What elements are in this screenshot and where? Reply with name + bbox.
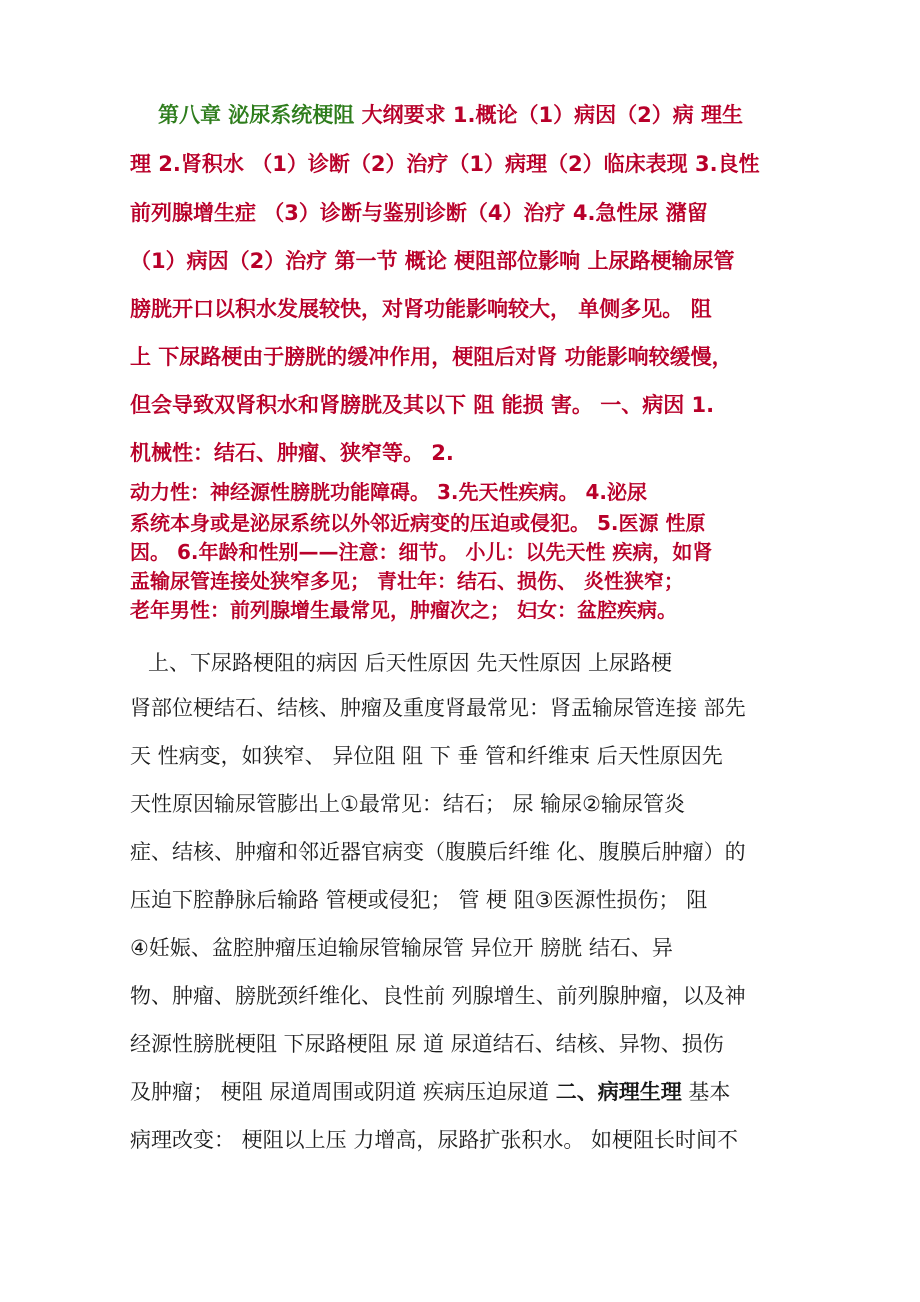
red-line-6: 上 下尿路梗由于膀胱的缓冲作用，梗阻后对肾 功能影响较缓慢，: [130, 345, 733, 369]
body-line-9: 经源性膀胱梗阻 下尿路梗阻 尿 道 尿道结石、结核、异物、损伤: [130, 1032, 724, 1056]
red-line-8: 机械性：结石、肿瘤、狭窄等。 2.: [130, 441, 454, 465]
red-line-10: 系统本身或是泌尿系统以外邻近病变的压迫或侵犯。 5.医源 性原: [130, 511, 706, 535]
red-line-12: 盂输尿管连接处狭窄多见； 青壮年：结石、损伤、 炎性狭窄；: [130, 569, 684, 593]
red-line-3: 前列腺增生症 （3）诊断与鉴别诊断（4）治疗 4.急性尿 潴留: [130, 201, 708, 225]
body-line-7: ④妊娠、盆腔肿瘤压迫输尿管输尿管 异位开 膀胱 结石、异: [130, 936, 673, 960]
red-line-2: 理 2.肾积水 （1）诊断（2）治疗（1）病理（2）临床表现 3.良性: [130, 152, 760, 176]
body-line-11: 病理改变： 梗阻以上压 力增高，尿路扩张积水。 如梗阻长时间不: [130, 1128, 739, 1152]
red-line-13: 老年男性：前列腺增生最常见，肿瘤次之； 妇女：盆腔疾病。: [130, 598, 677, 622]
red-line-1: 第八章 泌尿系统梗阻 大纲要求 1.概论（1）病因（2）病 理生: [158, 103, 744, 127]
body-line-10: 及肿瘤； 梗阻 尿道周围或阴道 疾病压迫尿道 二、病理生理 基本: [130, 1080, 731, 1104]
body-line-1: 上、下尿路梗阻的病因 后天性原因 先天性原因 上尿路梗: [148, 651, 673, 675]
red-line-4: （1）病因（2）治疗 第一节 概论 梗阻部位影响 上尿路梗输尿管: [130, 249, 735, 273]
body-line-4: 天性原因输尿管膨出上①最常见：结石； 尿 输尿②输尿管炎: [130, 792, 686, 816]
red-line-5: 膀胱开口以积水发展较快，对肾功能影响较大， 单侧多见。 阻: [130, 297, 712, 321]
red-line-7: 但会导致双肾积水和肾膀胱及其以下 阻 能损 害。 一、病因 1.: [130, 393, 715, 417]
body-line-6: 压迫下腔静脉后输路 管梗或侵犯； 管 梗 阻③医源性损伤； 阻: [130, 888, 708, 912]
red-line-11: 因。 6.年龄和性别——注意：细节。 小儿：以先天性 疾病，如肾: [130, 540, 713, 564]
body-line-8: 物、肿瘤、膀胱颈纤维化、良性前 列腺增生、前列腺肿瘤，以及神: [130, 984, 746, 1008]
red-line-9: 动力性：神经源性膀胱功能障碍。 3.先天性疾病。 4.泌尿: [130, 480, 647, 504]
chapter-heading: 第八章 泌尿系统梗阻: [158, 103, 355, 127]
body-line-2: 肾部位梗结石、结核、肿瘤及重度肾最常见：肾盂输尿管连接 部先: [130, 696, 746, 720]
section-heading-pathophysiology: 二、病理生理: [555, 1080, 682, 1104]
body-line-5: 症、结核、肿瘤和邻近器官病变（腹膜后纤维 化、腹膜后肿瘤）的: [130, 840, 746, 864]
body-line-3: 天 性病变，如狭窄、 异位阻 阻 下 垂 管和纤维束 后天性原因先: [130, 744, 723, 768]
